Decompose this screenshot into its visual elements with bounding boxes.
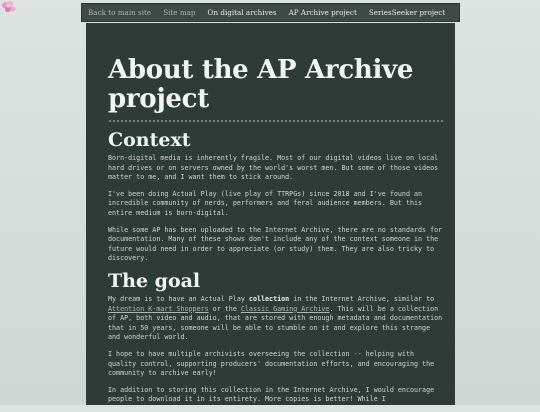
goal-collection-bold: collection [248, 294, 290, 303]
goal-paragraph-3: In addition to storing this collection in the Internet Archive, I would encourage people to download it in its entirety. More copies is better! While I [108, 385, 435, 404]
goal-text: or the [208, 304, 241, 313]
wavy-border-left [83, 23, 89, 405]
link-attention-kmart-shoppers[interactable]: Attention K-mart Shoppers [108, 304, 209, 313]
page-title: About the AP Archive project [108, 55, 414, 114]
context-paragraph-2: I've been doing Actual Play (live play of TTRPGs) since 2018 and I've found an incredible community of nerds, performers and feral audience members. But this entire medium is born-digital. [108, 189, 423, 217]
context-paragraph-3: While some AP has been uploaded to the Internet Archive, there are no standards for documentation. Many of these shows don't include any of the context someone in the future would need in order to appreciate (or study) them. They are also tricky to discovery. [108, 225, 443, 263]
flower-icon [0, 0, 18, 16]
section-heading-goal: The goal [108, 269, 201, 292]
link-classic-gaming-archive[interactable]: Classic Gaming Archive [240, 304, 330, 313]
section-heading-context: Context [108, 129, 191, 151]
goal-text: in the Internet Archive, similar to [289, 294, 435, 303]
context-paragraph-1: Born-digital media is inherently fragile. Most of our digital videos live on local hard drives or on servers owned by the world's worst men. But some of those videos matter to me, and I want them to stick around. [108, 154, 439, 182]
main-content [108, 50, 443, 412]
goal-paragraph-1 [108, 295, 443, 343]
goal-text: My dream is to have an Actual Play [108, 294, 249, 303]
nav-back-to-main-site[interactable]: Back to main site [88, 8, 152, 17]
wavy-border-right [452, 23, 458, 405]
nav-site-map[interactable]: Site map [163, 8, 196, 17]
goal-text: . This will be a collection of AP, both video and audio, that are stored with enough metadata and documentation that in 50 years, someone will be able to stumble on it and explore this strange and wonderful world. [108, 304, 443, 342]
goal-paragraph-2: I hope to have multiple archivists overseeing the collection -- helping with quality control, supporting producers' documentation efforts, and encouraging the community to archive early! [108, 349, 435, 378]
nav-ap-archive-project[interactable]: AP Archive project [288, 8, 357, 17]
dotted-divider [108, 120, 443, 122]
top-navigation [81, 3, 460, 22]
nav-on-digital-archives[interactable]: On digital archives [207, 8, 277, 17]
nav-seriesseeker-project[interactable]: SeriesSeeker project [368, 8, 446, 17]
